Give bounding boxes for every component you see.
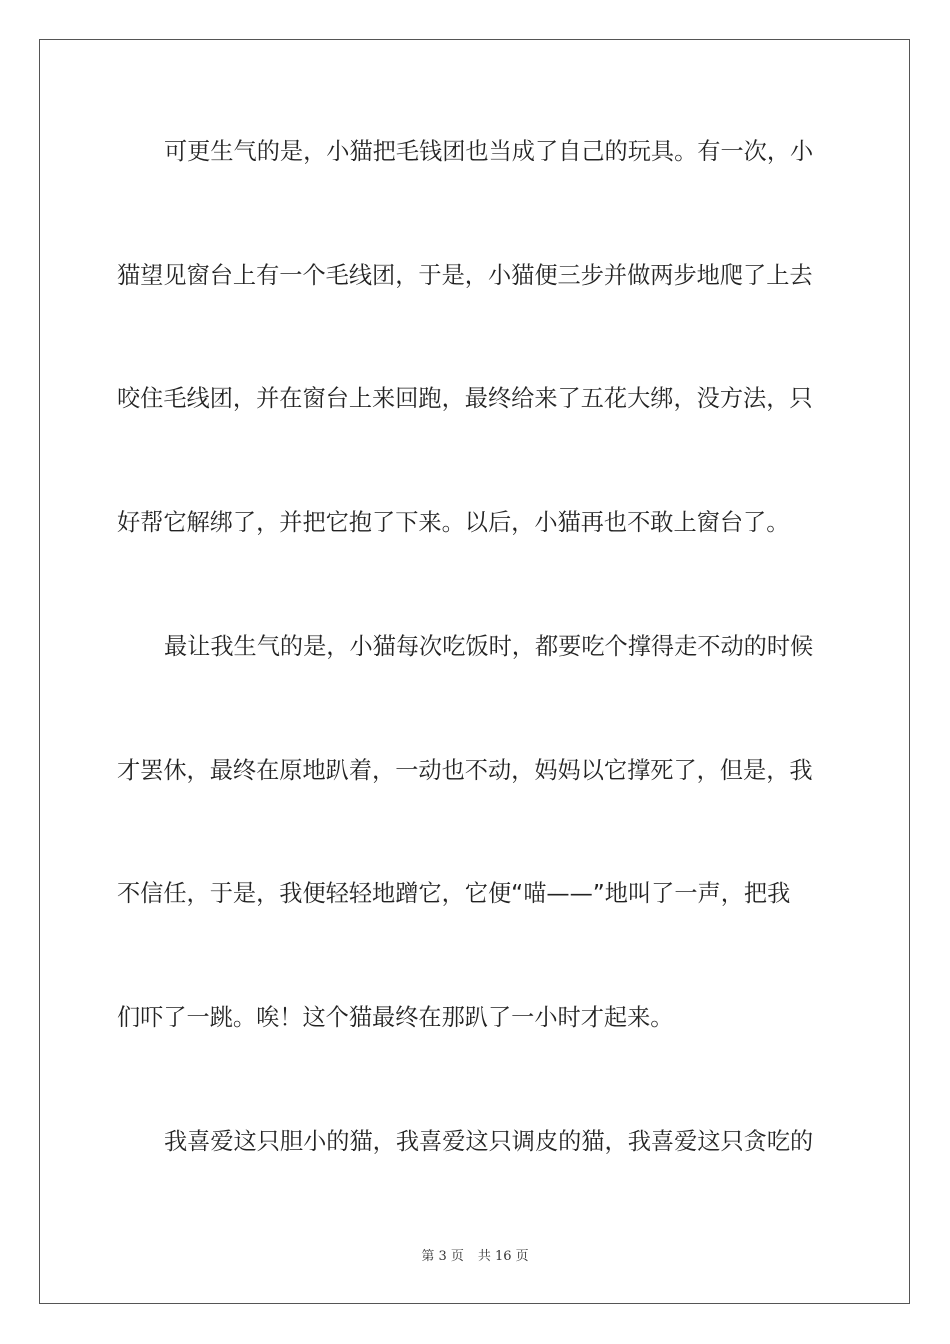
text-line-5: 最让我生气的是，小猫每次吃饭时，都要吃个撑得走不动的时候 [164, 633, 814, 660]
text-line-8: 们吓了一跳。唉！这个猫最终在那趴了一小时才起来。 [117, 1004, 674, 1031]
text-line-1: 可更生气的是，小猫把毛钱团也当成了自己的玩具。有一次，小 [164, 138, 814, 165]
text-line-7: 不信任，于是，我便轻轻地蹭它，它便“喵——”地叫了一声，把我 [117, 880, 791, 907]
text-line-4: 好帮它解绑了，并把它抱了下来。以后，小猫再也不敢上窗台了。 [117, 509, 790, 536]
text-line-6: 才罢休，最终在原地趴着，一动也不动，妈妈以它撑死了，但是，我 [117, 757, 813, 784]
page-number: 第 3 页 [421, 1249, 464, 1264]
page-footer [0, 1248, 950, 1266]
text-line-2: 猫望见窗台上有一个毛线团，于是，小猫便三步并做两步地爬了上去 [117, 262, 813, 289]
page-border [39, 39, 910, 1304]
text-line-9: 我喜爱这只胆小的猫，我喜爱这只调皮的猫，我喜爱这只贪吃的 [164, 1128, 814, 1155]
page-total: 共 16 页 [477, 1249, 529, 1264]
text-line-3: 咬住毛线团，并在窗台上来回跑，最终给来了五花大绑，没方法，只 [117, 385, 813, 412]
